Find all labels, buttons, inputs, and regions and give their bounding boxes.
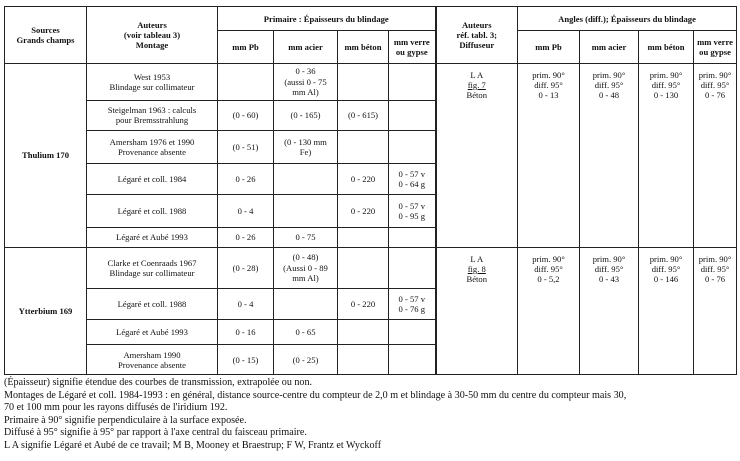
header-angle-mm-beton: mm béton — [639, 31, 694, 64]
footnote: Primaire à 90° signifie perpendiculaire à la surface exposée. — [4, 414, 247, 426]
cell-beton: (0 - 615) — [338, 100, 389, 130]
row-auteur: Amersham 1990 Provenance absente — [87, 345, 218, 375]
cell-pb: (0 - 15) — [218, 345, 274, 375]
cell-verre — [389, 227, 436, 247]
angle-beton: prim. 90° diff. 95° 0 - 146 — [639, 247, 694, 374]
cell-acier: 0 - 36 (aussi 0 - 75 mm Al) — [274, 63, 338, 100]
row-auteur: Légaré et coll. 1984 — [87, 163, 218, 195]
cell-pb: (0 - 60) — [218, 100, 274, 130]
cell-verre — [389, 63, 436, 100]
footnote: (Épaisseur) signifie étendue des courbes de transmission, extrapolée ou non. — [4, 377, 313, 388]
angle-pb: prim. 90° diff. 95° 0 - 13 — [518, 63, 580, 247]
header-auteurs: Auteurs (voir tableau 3) Montage — [87, 7, 218, 64]
shielding-table — [4, 6, 737, 375]
footnotes — [4, 377, 736, 453]
footnote: Montages de Légaré et coll. 1984-1993 : en général, distance source-centre du compteur de 2,0 m et blindage à 30-50 mm du centre du compteur mais 30, — [4, 389, 627, 401]
cell-beton: 0 - 220 — [338, 195, 389, 228]
angle-acier: prim. 90° diff. 95° 0 - 43 — [580, 247, 639, 374]
row-auteur: Légaré et coll. 1988 — [87, 195, 218, 228]
cell-pb: 0 - 26 — [218, 163, 274, 195]
cell-acier — [274, 163, 338, 195]
angle-pb: prim. 90° diff. 95° 0 - 5,2 — [518, 247, 580, 374]
angle-verre: prim. 90° diff. 95° 0 - 76 — [694, 247, 737, 374]
ref-thulium — [436, 63, 518, 247]
cell-verre: 0 - 57 v 0 - 95 g — [389, 195, 436, 228]
cell-acier — [274, 195, 338, 228]
row-auteur: Légaré et Aubé 1993 — [87, 227, 218, 247]
cell-pb: 0 - 26 — [218, 227, 274, 247]
angle-acier: prim. 90° diff. 95° 0 - 48 — [580, 63, 639, 247]
header-mm-beton: mm béton — [338, 31, 389, 64]
cell-pb: 0 - 4 — [218, 195, 274, 228]
cell-verre: 0 - 57 v 0 - 76 g — [389, 288, 436, 320]
footnote: 70 et 100 mm pour les rayons diffusés de l'iridium 192. — [4, 402, 228, 414]
footnote: L A signifie Légaré et Aubé de ce travail; M B, Mooney et Braestrup; F W, Frantz et Wyckoff — [4, 439, 382, 451]
row-auteur: Clarke et Coenraads 1967 Blindage sur collimateur — [87, 247, 218, 288]
ref-figure: fig. 7 — [467, 80, 486, 91]
header-sources: Sources Grands champs — [5, 7, 87, 64]
cell-beton — [338, 63, 389, 100]
cell-acier — [274, 288, 338, 320]
cell-verre — [389, 247, 436, 288]
cell-acier: 0 - 75 — [274, 227, 338, 247]
cell-acier: (0 - 130 mm Fe) — [274, 130, 338, 163]
cell-beton — [338, 345, 389, 375]
ref-diffuseur: Béton — [466, 274, 488, 285]
header-auteurs-ref: Auteurs réf. tabl. 3; Diffuseur — [436, 7, 518, 64]
header-mm-acier: mm acier — [274, 31, 338, 64]
header-angle-mm-verre: mm verre ou gypse — [694, 31, 737, 64]
row-auteur: Légaré et coll. 1988 — [87, 288, 218, 320]
header-angles: Angles (diff.); Épaisseurs du blindage — [518, 7, 737, 31]
cell-verre — [389, 345, 436, 375]
cell-acier: 0 - 65 — [274, 320, 338, 345]
cell-verre — [389, 320, 436, 345]
ref-la: L A — [470, 253, 484, 264]
header-mm-verre: mm verre ou gypse — [389, 31, 436, 64]
cell-acier: (0 - 165) — [274, 100, 338, 130]
ref-figure: fig. 8 — [467, 263, 486, 274]
cell-acier: (0 - 25) — [274, 345, 338, 375]
ref-ytterbium — [436, 247, 518, 374]
cell-pb — [218, 63, 274, 100]
cell-acier: (0 - 48) (Aussi 0 - 89 mm Al) — [274, 247, 338, 288]
cell-pb: 0 - 4 — [218, 288, 274, 320]
cell-beton — [338, 247, 389, 288]
row-auteur: Steigelman 1963 : calculs pour Bremsstrahlung — [87, 100, 218, 130]
source-thulium: Thulium 170 — [5, 63, 87, 247]
header-angle-mm-pb: mm Pb — [518, 31, 580, 64]
cell-verre — [389, 100, 436, 130]
ref-la: L A — [470, 69, 484, 80]
footnote: Diffusé à 95° signifie à 95° par rapport à l'axe central du faisceau primaire. — [4, 427, 307, 439]
cell-pb: (0 - 28) — [218, 247, 274, 288]
row-auteur: Amersham 1976 et 1990 Provenance absente — [87, 130, 218, 163]
cell-verre — [389, 130, 436, 163]
angle-beton: prim. 90° diff. 95° 0 - 130 — [639, 63, 694, 247]
cell-beton: 0 - 220 — [338, 288, 389, 320]
row-auteur: West 1953 Blindage sur collimateur — [87, 63, 218, 100]
cell-beton — [338, 130, 389, 163]
header-angle-mm-acier: mm acier — [580, 31, 639, 64]
cell-verre: 0 - 57 v 0 - 64 g — [389, 163, 436, 195]
row-auteur: Légaré et Aubé 1993 — [87, 320, 218, 345]
header-mm-pb: mm Pb — [218, 31, 274, 64]
cell-beton — [338, 320, 389, 345]
cell-beton — [338, 227, 389, 247]
source-ytterbium: Ytterbium 169 — [5, 247, 87, 374]
cell-pb: (0 - 51) — [218, 130, 274, 163]
cell-beton: 0 - 220 — [338, 163, 389, 195]
angle-verre: prim. 90° diff. 95° 0 - 76 — [694, 63, 737, 247]
ref-diffuseur: Béton — [466, 90, 488, 101]
header-primaire: Primaire : Épaisseurs du blindage — [218, 7, 436, 31]
cell-pb: 0 - 16 — [218, 320, 274, 345]
